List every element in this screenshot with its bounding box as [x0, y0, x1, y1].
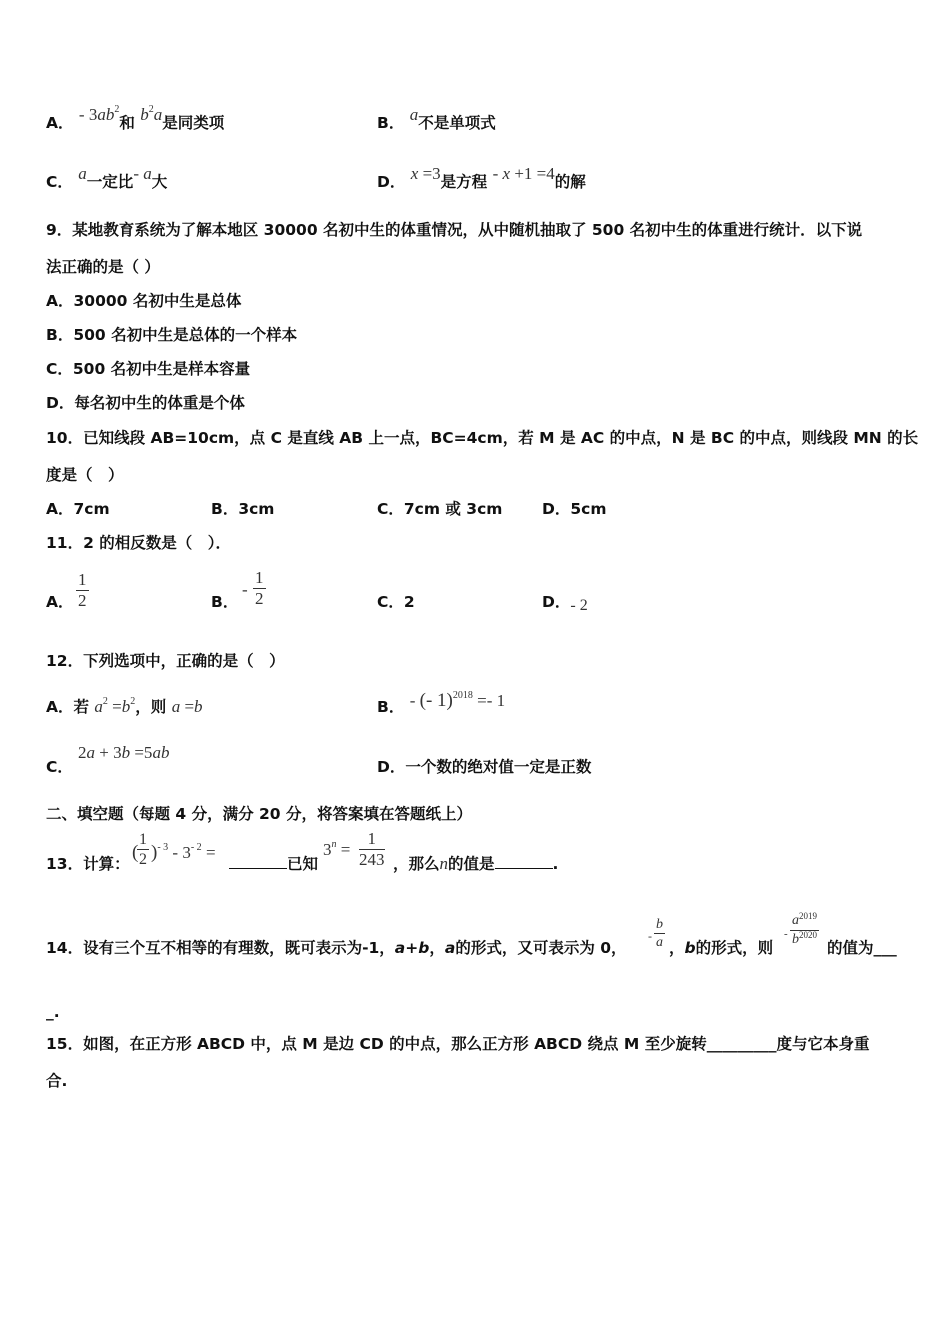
q10-option-b: B．3cm — [211, 500, 275, 518]
q8-option-a: A． - $3ab^2$和 $b^2a$是同类项 — [46, 104, 225, 132]
q9-stem-line1: 9．某地教育系统为了解本地区 30000 名初中生的体重情况，从中随机抽取了 500 名初中生的体重进行统计．以下说 — [46, 221, 863, 239]
q15-stem-line2: 合. — [46, 1072, 68, 1090]
q13-power: $3^n$ = — [323, 839, 351, 859]
q15-stem-line1: 15．如图，在正方形 ABCD 中，点 M 是边 CD 的中点，那么正方形 ABCD 绕点 M 至少旋转_________度与它本身重 — [46, 1035, 870, 1053]
q14-frac2-sign: - — [784, 928, 788, 940]
q11-option-c: C．2 — [377, 593, 415, 611]
q11-option-a-fraction: $\frac{1}{2}$ — [78, 570, 87, 610]
q10-option-a: A．7cm — [46, 500, 110, 518]
q11-option-a-label: A． — [46, 593, 74, 611]
q11-option-b-sign: - — [242, 580, 248, 599]
answer-blank[interactable] — [229, 854, 287, 869]
q14-stem-part2: ，b的形式，则 — [669, 939, 774, 957]
q8-option-b: B． a不是单项式 — [377, 105, 496, 132]
answer-blank[interactable] — [495, 854, 553, 869]
q10-stem-line1: 10．已知线段 AB=10cm，点 C 是直线 AB 上一点，BC=4cm，若 M 是 AC 的中点，N 是 BC 的中点，则线段 MN 的长 — [46, 429, 919, 447]
q9-option-c: C．500 名初中生是样本容量 — [46, 360, 251, 378]
q13-tail: ，那么n的值是 . — [393, 854, 559, 873]
q9-option-b: B．500 名初中生是总体的一个样本 — [46, 326, 298, 344]
option-label: A． — [46, 114, 74, 132]
q12-option-c: C． — [46, 758, 73, 776]
q12-option-a: A．若 $a^2 =b^2$，则 a =b — [46, 696, 203, 716]
section-title-fill-in: 二、填空题（每题 4 分，满分 20 分，将答案填在答题纸上） — [46, 805, 472, 823]
q14-stem-part3: 的值为___ — [827, 939, 897, 957]
q14-frac1-sign: - — [648, 929, 652, 943]
q12-option-b: B． - (- 1)$^{2018}$ =- 1 — [377, 690, 506, 716]
q13-fraction: $\frac{1}{2}$ — [139, 831, 147, 868]
q13-paren-open: ( — [132, 842, 139, 863]
q11-option-d: D．- 2 — [542, 593, 588, 614]
q8-option-c: C． a一定比- a大 — [46, 164, 168, 191]
q14-continuation: _. — [46, 1003, 60, 1021]
q12-stem: 12．下列选项中，正确的是（ ） — [46, 652, 285, 670]
q9-stem-line2: 法正确的是（ ） — [46, 258, 160, 276]
q9-option-a: A．30000 名初中生是总体 — [46, 292, 242, 310]
q10-stem-line2: 度是（ ） — [46, 466, 124, 484]
q14-fraction-power: $\frac{a^{2019}}{b^{2020}}$ — [792, 911, 817, 947]
q11-option-b-fraction: $\frac{1}{2}$ — [255, 568, 264, 608]
q14-stem-part1: 14．设有三个互不相等的有理数，既可表示为-1，a+b，a的形式，又可表示为 0， — [46, 939, 627, 957]
q12-option-d: D．一个数的绝对值一定是正数 — [377, 758, 592, 776]
q13-expr: )$^{- 3} - 3^{- 2}$ = — [151, 842, 216, 863]
q11-stem: 11．2 的相反数是（ ）． — [46, 534, 232, 552]
q9-option-d: D．每名初中生的体重是个体 — [46, 394, 245, 412]
q12-option-c-expr: 2a + 3b =5ab — [78, 743, 170, 762]
q13-label: 13．计算： — [46, 855, 130, 873]
q11-option-b-label: B． — [211, 593, 239, 611]
q14-fraction-b-over-a: $\frac{b}{a}$ — [656, 917, 663, 950]
q8-option-d: D． x =3是方程 - x +1 =4的解 — [377, 164, 586, 191]
q13-fraction-right: $\frac{1}{243}$ — [359, 829, 385, 869]
q13-rest: 已知 — [229, 854, 318, 874]
q10-option-c: C．7cm 或 3cm — [377, 500, 503, 518]
q10-option-d: D．5cm — [542, 500, 607, 518]
